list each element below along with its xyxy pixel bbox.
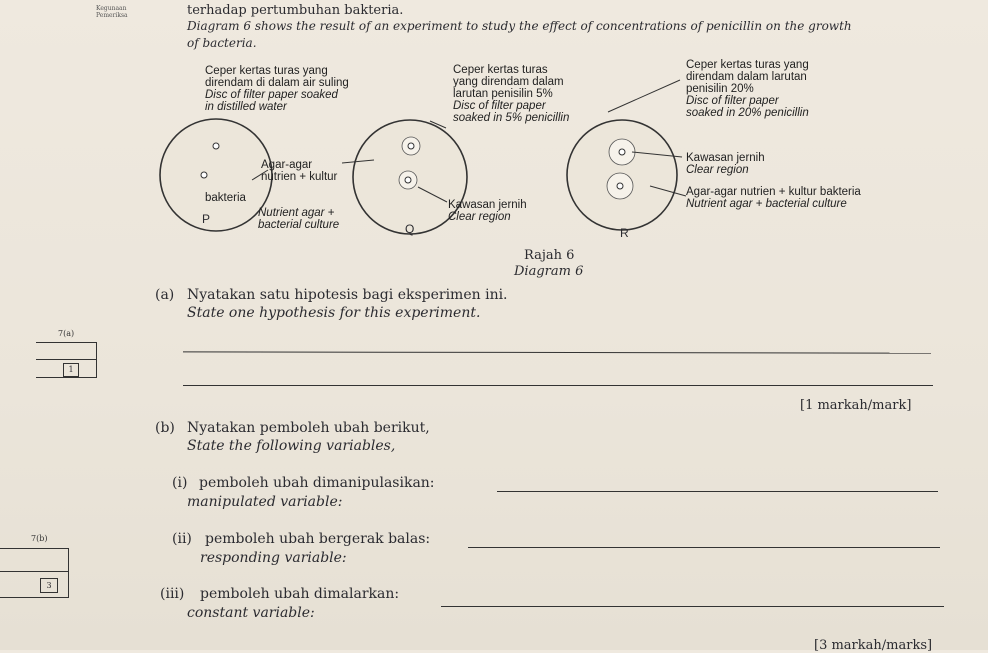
question-b-letter: (b) (155, 420, 175, 436)
question-b-i-num: (i) (172, 475, 188, 491)
filter-disc-r1 (619, 149, 625, 155)
plate-r-disc-label: Ceper kertas turas yang direndam dalam larutan penisilin 20% Disc of filter paper soaked in 20% penicillin (686, 59, 809, 119)
answer-line-b-iii[interactable] (441, 606, 944, 607)
filter-disc-p2 (201, 172, 207, 178)
diagram-caption-en: Diagram 6 (514, 264, 584, 279)
question-b-marks: [3 markah/marks] (814, 638, 933, 653)
question-b-ii-num: (ii) (172, 531, 192, 547)
examiner-label: Kegunaan Pemeriksa (96, 5, 128, 19)
plate-q-clear-label: Kawasan jernih Clear region (448, 199, 527, 223)
question-b-ii-text-my: pemboleh ubah bergerak balas: (205, 531, 431, 547)
question-b-iii-num: (iii) (160, 586, 185, 602)
plate-p-agar-label-en: Nutrient agar + bacterial culture (258, 207, 340, 231)
filter-disc-q2 (405, 177, 411, 183)
question-b-text-my: Nyatakan pemboleh ubah berikut, (187, 420, 430, 436)
filter-disc-r2 (617, 183, 623, 189)
plate-r-clear-label: Kawasan jernih Clear region (686, 152, 765, 176)
plate-q-disc-label: Ceper kertas turas yang direndam dalam larutan penisilin 5% Disc of filter paper soaked in 5% penicillin (453, 64, 570, 124)
answer-line-b-i[interactable] (497, 491, 938, 492)
answer-line-a1[interactable] (183, 351, 931, 353)
marks-box-a-value: 1 (63, 363, 79, 377)
marks-box-b-divider (0, 571, 68, 572)
plate-p-agar-label: Agar-agar nutrien + kultur (261, 159, 338, 183)
plate-p-agar-label-2: bakteria (205, 192, 246, 204)
question-a-letter: (a) (155, 287, 175, 303)
plate-q-letter: Q (405, 222, 415, 236)
intro-text: Diagram 6 shows the result of an experiment to study the effect of concentrations of penicillin on the growth of bacteria. (187, 19, 852, 50)
question-b-i-text-my: pemboleh ubah dimanipulasikan: (199, 475, 435, 491)
diagram-caption-my: Rajah 6 (524, 248, 575, 263)
question-b-iii-text-en: constant variable: (187, 605, 315, 621)
filter-disc-p1 (213, 143, 219, 149)
question-b-ii-text-en: responding variable: (200, 550, 347, 566)
question-a-marks: [1 markah/mark] (800, 398, 912, 413)
plate-p-disc-label: Ceper kertas turas yang direndam di dalam air suling Disc of filter paper soaked in distilled water (205, 65, 349, 113)
plate-r-letter: R (620, 226, 629, 240)
question-a-text-my: Nyatakan satu hipotesis bagi eksperimen ini. (187, 287, 508, 303)
question-b-i-text-en: manipulated variable: (187, 494, 343, 510)
box-b-label: 7(b) (31, 534, 48, 543)
marks-box-b-value: 3 (40, 578, 58, 593)
answer-line-b-ii[interactable] (468, 547, 940, 548)
marks-box-a-divider (36, 359, 96, 360)
plate-p-letter: P (202, 212, 211, 226)
question-b-text-en: State the following variables, (187, 438, 396, 454)
question-b-iii-text-my: pemboleh ubah dimalarkan: (200, 586, 400, 602)
marks-box-b (0, 548, 69, 598)
petri-dish-p (160, 119, 272, 231)
question-a-text-en: State one hypothesis for this experiment. (187, 305, 481, 321)
disc-pointer-r (608, 80, 680, 112)
heading-tail: terhadap pertumbuhan bakteria. (187, 3, 404, 18)
box-a-label: 7(a) (58, 329, 75, 338)
filter-disc-q1 (408, 143, 414, 149)
answer-line-a2[interactable] (183, 385, 933, 386)
plate-r-agar-label: Agar-agar nutrien + kultur bakteria Nutrient agar + bacterial culture (686, 186, 861, 210)
